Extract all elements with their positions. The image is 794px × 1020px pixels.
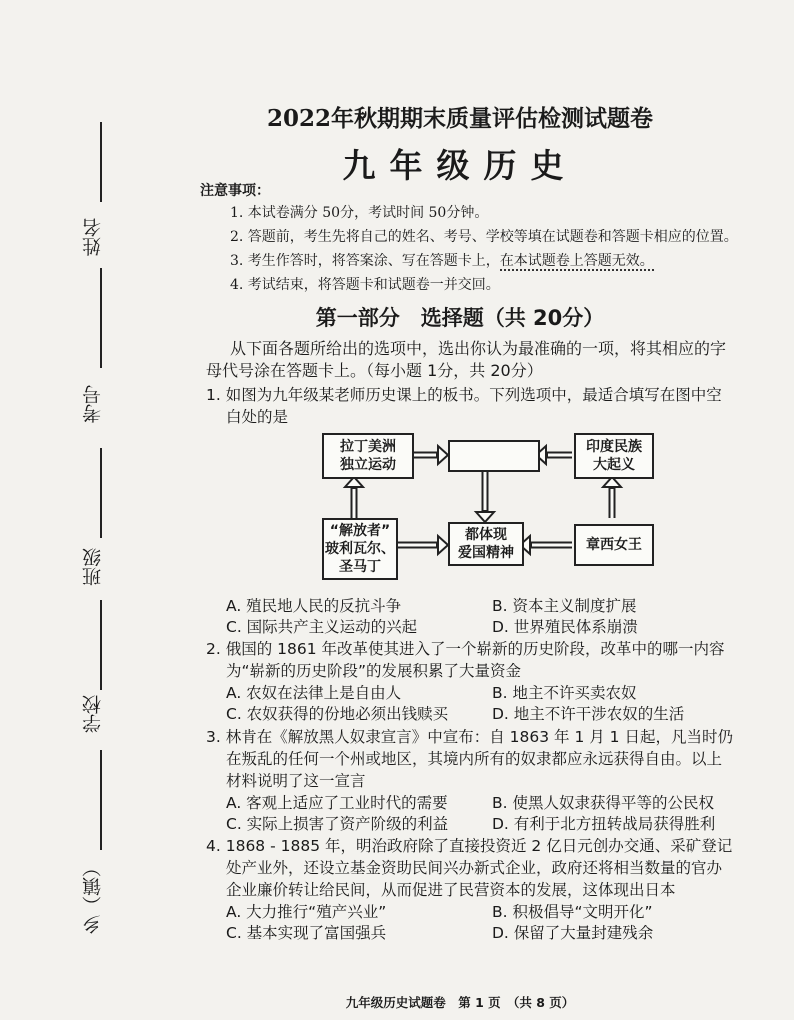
box-line: 爱国精神 — [458, 545, 514, 561]
option: A. 客观上适应了工业时代的需要 — [226, 794, 448, 812]
box-india — [574, 433, 654, 479]
notice-item: 4. 考试结束，将答题卡和试题卷一并交回。 — [230, 277, 500, 293]
box-line: 独立运动 — [340, 457, 396, 473]
town-label: 乡（镇） — [82, 858, 104, 934]
option: B. 地主不许买卖农奴 — [492, 684, 637, 702]
notice-item: 1. 本试卷满分 50分，考试时间 50分钟。 — [230, 205, 489, 221]
box-latin-america — [322, 433, 414, 479]
option: D. 有利于北方扭转战局获得胜利 — [492, 815, 716, 833]
question-stem: 2. 俄国的 1861 年改革使其进入了一个崭新的历史阶段，改革中的哪一内容 — [206, 640, 725, 658]
question-stem: 企业廉价转让给民间，从而促进了民营资本的发展，这体现出日本 — [226, 881, 676, 899]
class-label: 班级 — [82, 548, 104, 586]
section-title: 第一部分 选择题（共 20分） — [315, 306, 605, 330]
box-line: “解放者” — [329, 523, 391, 539]
box-line: 都体现 — [465, 527, 507, 543]
option: D. 保留了大量封建残余 — [492, 924, 654, 942]
option: A. 农奴在法律上是自由人 — [226, 684, 402, 702]
box-rani: 章西女王 — [574, 524, 654, 566]
box-line: 玻利瓦尔、 — [325, 541, 395, 557]
page-footer: 九年级历史试题卷 第 1 页 （共 8 页） — [345, 995, 575, 1010]
section-intro: 从下面各题所给出的选项中，选出你认为最准确的一项，将其相应的字 — [230, 339, 727, 358]
question-stem: 4. 1868 - 1885 年，明治政府除了直接投资近 2 亿日元创办交通、采矿登记 — [206, 837, 733, 855]
option: C. 国际共产主义运动的兴起 — [226, 618, 418, 636]
option: D. 世界殖民体系崩溃 — [492, 618, 638, 636]
box-line: 印度民族 — [586, 439, 642, 455]
option: C. 基本实现了富国强兵 — [226, 924, 387, 942]
school-label: 学校 — [82, 695, 104, 733]
notice-emphasis: 在本试题卷上答题无效。 — [499, 253, 654, 269]
option: D. 地主不许干涉农奴的生活 — [492, 705, 685, 723]
exam-no-label: 考号 — [82, 385, 104, 423]
option: C. 农奴获得的份地必须出钱赎买 — [226, 705, 449, 723]
box-bolivar — [322, 518, 398, 580]
notice-heading: 注意事项： — [200, 183, 270, 199]
box-line: 圣马丁 — [339, 559, 381, 575]
option: B. 使黑人奴隶获得平等的公民权 — [492, 794, 714, 812]
question-stem: 处产业外，还设立基金资助民间兴办新式企业，政府还将相当数量的官办 — [226, 859, 723, 877]
section-intro: 母代号涂在答题卡上。（每小题 1分，共 20分） — [206, 361, 543, 380]
notice-item-text: 3. 考生作答时，将答案涂、写在答题卡上， — [230, 253, 500, 269]
subject-title: 九年级历史 — [342, 146, 578, 185]
box-patriotism — [448, 522, 524, 566]
option: B. 资本主义制度扩展 — [492, 597, 637, 615]
question-stem: 为“崭新的历史阶段”的发展积累了大量资金 — [226, 662, 522, 680]
option: A. 殖民地人民的反抗斗争 — [226, 597, 402, 615]
name-label: 姓名 — [82, 218, 104, 256]
question-stem: 白处的是 — [226, 408, 289, 426]
option: B. 积极倡导“文明开化” — [492, 903, 653, 921]
question-stem: 1. 如图为九年级某老师历史课上的板书。下列选项中，最适合填写在图中空 — [206, 386, 722, 404]
box-line: 拉丁美洲 — [340, 439, 396, 455]
box-line: 大起义 — [593, 457, 635, 473]
option: A. 大力推行“殖产兴业” — [226, 903, 387, 921]
exam-title: 2022年秋期期末质量评估检测试题卷 — [266, 105, 653, 132]
question-stem: 3. 林肯在《解放黑人奴隶宣言》中宣布：自 1863 年 1 月 1 日起，凡当时仍 — [206, 728, 733, 746]
box-blank — [448, 440, 540, 472]
option: C. 实际上损害了资产阶级的利益 — [226, 815, 449, 833]
question-stem: 在叛乱的任何一个州或地区，其境内所有的奴隶都应永远获得自由。以上 — [226, 750, 723, 768]
notice-item: 2. 答题前，考生先将自己的姓名、考号、学校等填在试题卷和答题卡相应的位置。 — [230, 229, 738, 245]
question-stem: 材料说明了这一宣言 — [226, 772, 366, 790]
